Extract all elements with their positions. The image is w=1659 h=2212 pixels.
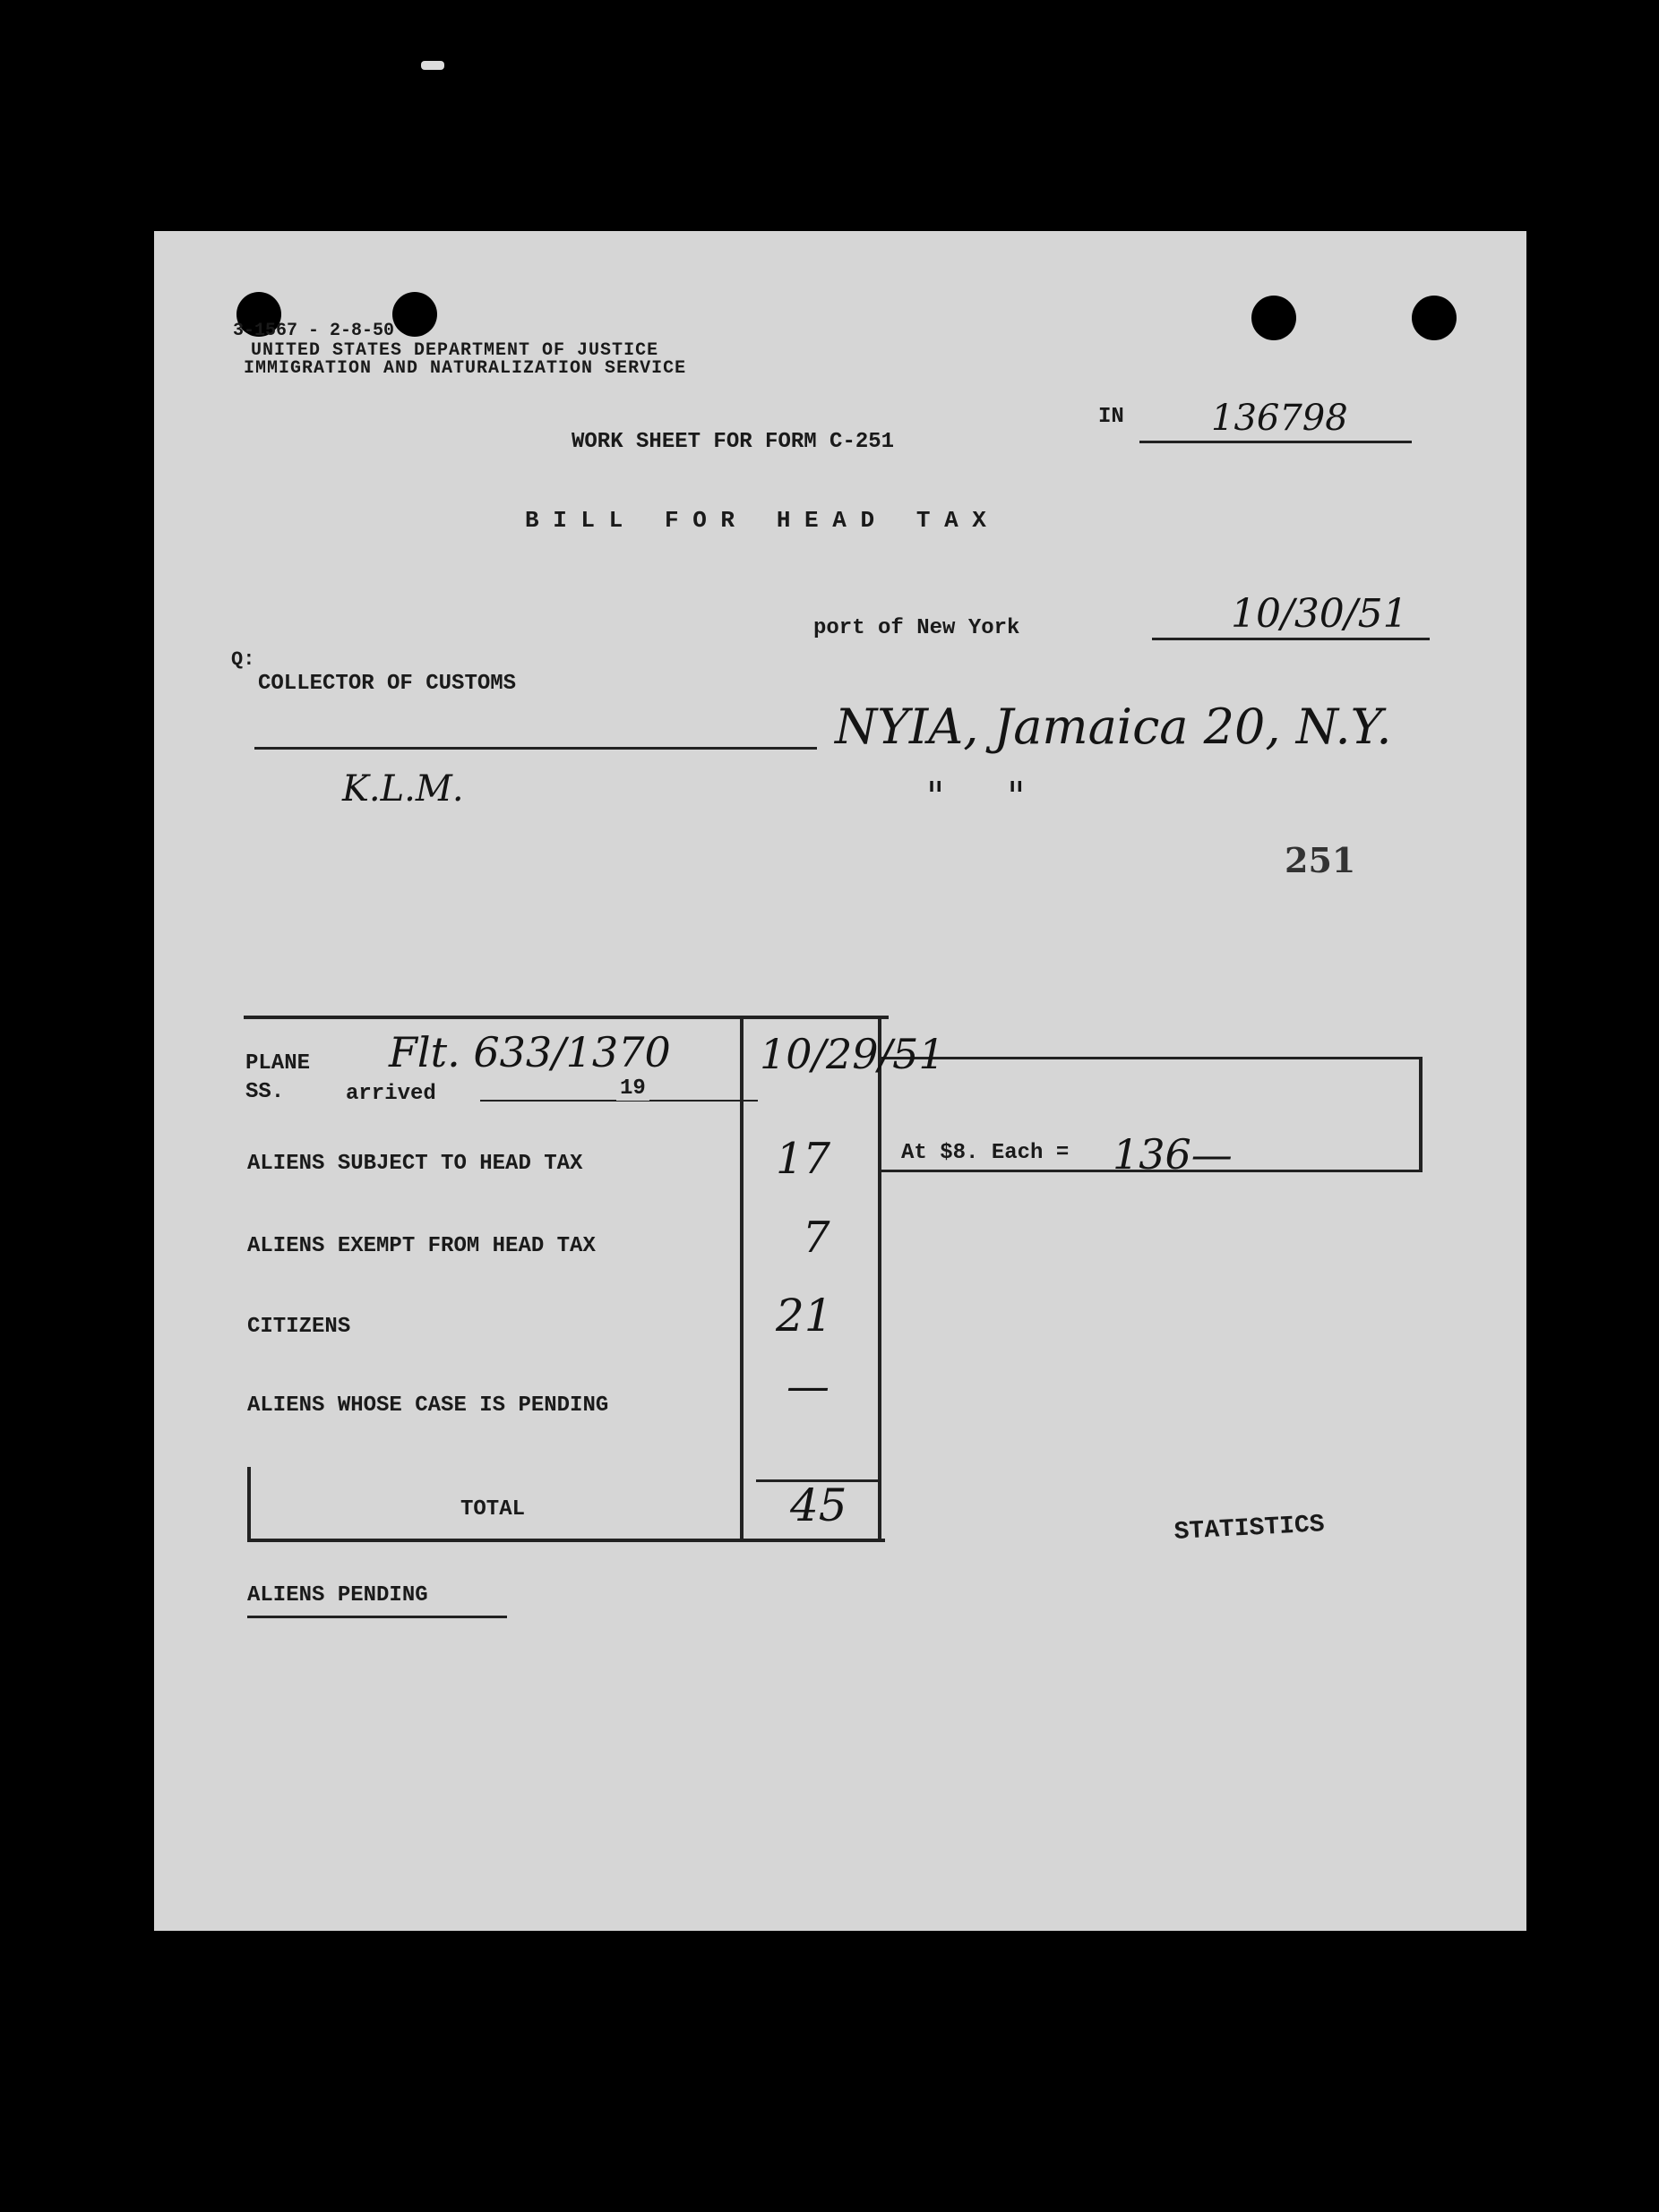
year-prefix: 19 <box>616 1076 649 1101</box>
row-subject-value: 17 <box>776 1134 831 1184</box>
date-line <box>1152 638 1430 640</box>
bill-title: B I L L F O R H E A D T A X <box>525 507 986 534</box>
tax-label: At $8. Each = <box>901 1141 1070 1165</box>
punch-hole-2 <box>392 292 437 337</box>
plane-label: PLANE <box>245 1051 311 1076</box>
flight-handwritten: Flt. 633/1370 <box>389 1028 671 1076</box>
document-page <box>154 231 1526 1931</box>
tax-amount: 136— <box>1113 1130 1233 1179</box>
in-number-line <box>1139 441 1412 443</box>
film-speck <box>421 61 444 70</box>
table-left-edge <box>247 1467 251 1540</box>
total-value: 45 <box>790 1479 847 1531</box>
row-pending-value: — <box>787 1361 830 1411</box>
row-exempt-value: 7 <box>803 1213 830 1263</box>
table-top-line <box>244 1016 889 1019</box>
statistics-label: STATISTICS <box>1173 1511 1326 1547</box>
aliens-pending-line <box>247 1616 507 1618</box>
in-number: 136798 <box>1211 398 1348 439</box>
stamp-number: 251 <box>1285 840 1356 880</box>
punch-hole-4 <box>1412 296 1457 340</box>
port-label: port of New York <box>813 616 1020 640</box>
arrival-date: 10/29/51 <box>760 1030 945 1078</box>
collector-line <box>254 747 817 750</box>
service-name: IMMIGRATION AND NATURALIZATION SERVICE <box>244 358 687 379</box>
ditto-marks: " " <box>926 774 1026 819</box>
row-exempt-label: ALIENS EXEMPT FROM HEAD TAX <box>247 1234 596 1258</box>
row-pending-label: ALIENS WHOSE CASE IS PENDING <box>247 1393 609 1418</box>
to-label: Q: <box>231 648 255 671</box>
tax-box-right <box>1419 1057 1423 1171</box>
date-field: 10/30/51 <box>1231 591 1408 637</box>
table-divider-right <box>878 1019 881 1540</box>
form-title: WORK SHEET FOR FORM C-251 <box>572 430 895 454</box>
airline-handwritten: K.L.M. <box>342 768 464 810</box>
collector-label: COLLECTOR OF CUSTOMS <box>258 672 517 696</box>
tax-box-top <box>881 1057 1423 1059</box>
location-handwritten: NYIA, Jamaica 20, N.Y. <box>835 699 1392 755</box>
row-citizens-value: 21 <box>776 1290 833 1342</box>
form-number: 3-1567 - 2-8-50 <box>233 321 395 341</box>
punch-hole-3 <box>1251 296 1296 340</box>
row-subject-label: ALIENS SUBJECT TO HEAD TAX <box>247 1152 583 1176</box>
row-citizens-label: CITIZENS <box>247 1315 351 1339</box>
total-label: TOTAL <box>460 1497 526 1522</box>
arrived-label: arrived <box>346 1082 436 1106</box>
in-label: IN <box>1098 405 1124 429</box>
department-name: UNITED STATES DEPARTMENT OF JUSTICE <box>251 340 659 361</box>
table-divider-left <box>740 1016 744 1540</box>
ss-label: SS. <box>245 1080 285 1104</box>
table-bottom-line <box>247 1539 885 1542</box>
aliens-pending-label: ALIENS PENDING <box>247 1583 428 1608</box>
